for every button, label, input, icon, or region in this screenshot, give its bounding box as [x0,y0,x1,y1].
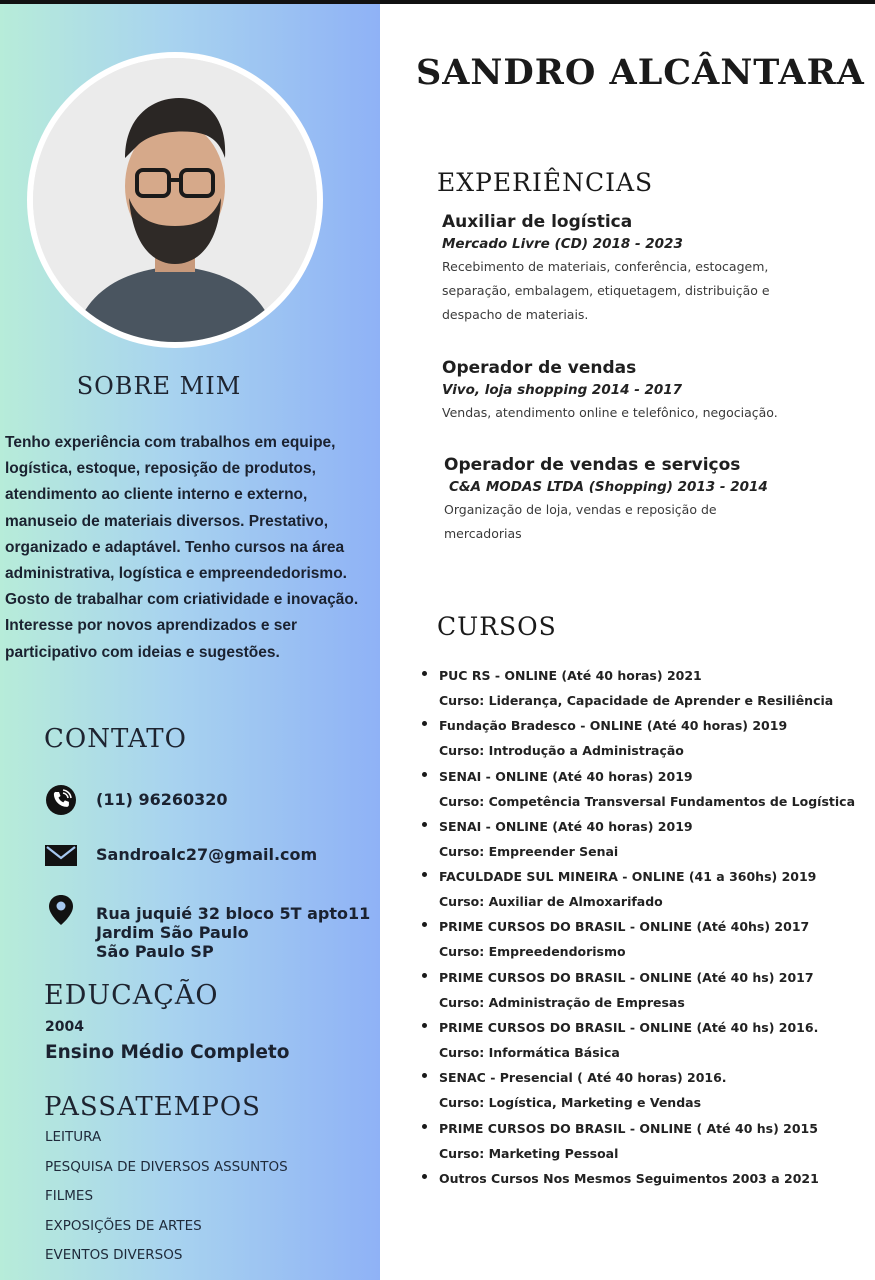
course-name: Curso: Logística, Marketing e Vendas [439,1095,702,1111]
contact-phone[interactable]: (11) 96260320 [96,790,228,809]
job-description [442,401,862,425]
course-item [420,864,870,914]
profile-photo [33,58,317,342]
about-title: SOBRE MIM [76,372,242,400]
about-text: Tenho experiência com trabalhos em equipe, logística, estoque, reposição de produtos, atendimento ao cliente interno e externo, manuseio de materiais diversos. Prestativo, organizado e adaptável. Tenho cursos na área administrativa, logística e empreendedorismo. Gosto de trabalhar com criatividade e inovação. Interesse por novos aprendizados e ser participativo com ideias e sugestões. [5,434,359,661]
contact-email-row [44,838,317,872]
course-name: Curso: Competência Transversal Fundamentos de Logística [439,793,856,809]
address-line-street: Rua juquié 32 bloco 5T apto11 [96,904,371,923]
course-item [420,965,870,1015]
job-description-line: despacho de materiais. [442,307,589,322]
experience-title: EXPERIÊNCIAS [437,168,654,197]
hobbies-title: PASSATEMPOS [44,1092,261,1122]
contact-email[interactable]: Sandroalc27@gmail.com [96,845,318,864]
candidate-name: SANDRO ALCÂNTARA [416,52,865,93]
course-name: Curso: Liderança, Capacidade de Aprender e Resiliência [439,693,834,708]
job-role: Operador de vendas e serviços [444,455,741,475]
contact-phone-row [44,783,228,817]
course-name: Curso: Administração de Empresas [439,994,685,1010]
course-institution: PRIME CURSOS DO BRASIL - ONLINE (Até 40 hs) 2017 [439,969,814,985]
course-name: Curso: Empreender Senai [439,843,619,859]
course-item [420,814,870,864]
job-role: Auxiliar de logística [442,212,633,232]
contact-address-row [44,893,370,961]
course-institution: SENAI - ONLINE (Até 40 horas) 2019 [439,768,693,784]
job-entry [442,357,862,425]
course-institution: PRIME CURSOS DO BRASIL - ONLINE (Até 40hs) 2017 [439,919,810,935]
course-institution: PRIME CURSOS DO BRASIL - ONLINE ( Até 40 hs) 2015 [439,1120,818,1136]
course-institution: PUC RS - ONLINE (Até 40 horas) 2021 [439,668,702,683]
course-institution: PRIME CURSOS DO BRASIL - ONLINE (Até 40 hs) 2016. [439,1020,819,1036]
hobbies-list [45,1127,288,1275]
address-line-city: São Paulo SP [96,942,214,961]
education-title: EDUCAÇÃO [44,980,219,1011]
location-pin-icon [44,893,78,927]
course-item [420,663,870,713]
course-item [420,713,870,763]
course-item [420,1015,870,1065]
course-item [420,764,870,814]
job-role: Operador de vendas [442,358,637,378]
profile-photo-frame [27,52,323,348]
profile-photo-illustration [33,58,317,342]
courses-title: CURSOS [437,612,557,641]
mail-icon [44,838,78,872]
course-item [420,1166,870,1192]
course-item [420,914,870,964]
course-institution: Fundação Bradesco - ONLINE (Até 40 horas) 2019 [439,718,788,734]
address-line-district: Jardim São Paulo [96,923,249,942]
course-name: Curso: Empreedendorismo [439,944,626,960]
hobby-item: PESQUISA DE DIVERSOS ASSUNTOS [45,1158,288,1175]
job-entry [444,454,864,546]
job-description-line: separação, embalagem, etiquetagem, distribuição e [442,283,770,298]
education-year: 2004 [45,1019,84,1035]
education-degree: Ensino Médio Completo [45,1042,290,1063]
job-description [444,498,864,546]
job-company: Vivo, loja shopping 2014 - 2017 [442,382,683,398]
course-name: Curso: Introdução a Administração [439,743,684,759]
job-company: Mercado Livre (CD) 2018 - 2023 [442,236,683,252]
hobby-item: FILMES [45,1188,94,1204]
job-description-line: Recebimento de materiais, conferência, estocagem, [442,259,769,274]
hobby-item: EXPOSIÇÕES DE ARTES [45,1217,202,1234]
course-institution: SENAI - ONLINE (Até 40 horas) 2019 [439,818,693,834]
job-description [442,255,862,327]
course-institution: SENAC - Presencial ( Até 40 horas) 2016. [439,1070,727,1086]
course-name: Curso: Marketing Pessoal [439,1145,619,1161]
contact-title: CONTATO [44,724,187,754]
course-institution: FACULDADE SUL MINEIRA - ONLINE (41 a 360hs) 2019 [439,869,817,885]
job-entry [442,211,862,327]
contact-address [96,904,370,961]
hobby-item: EVENTOS DIVERSOS [45,1247,183,1263]
course-item [420,1065,870,1115]
hobby-item: LEITURA [45,1129,102,1145]
job-company: C&A MODAS LTDA (Shopping) 2013 - 2014 [449,479,768,495]
job-description-line: Vendas, atendimento online e telefônico, negociação. [442,405,778,420]
job-description-line: mercadorias [444,526,522,541]
course-item [420,1116,870,1166]
course-name: Curso: Informática Básica [439,1045,620,1061]
phone-icon [44,783,78,817]
courses-list [420,663,870,1192]
course-institution: Outros Cursos Nos Mesmos Seguimentos 2003 a 2021 [439,1170,819,1186]
course-name: Curso: Auxiliar de Almoxarifado [439,894,663,910]
job-description-line: Organização de loja, vendas e reposição de [444,502,717,517]
